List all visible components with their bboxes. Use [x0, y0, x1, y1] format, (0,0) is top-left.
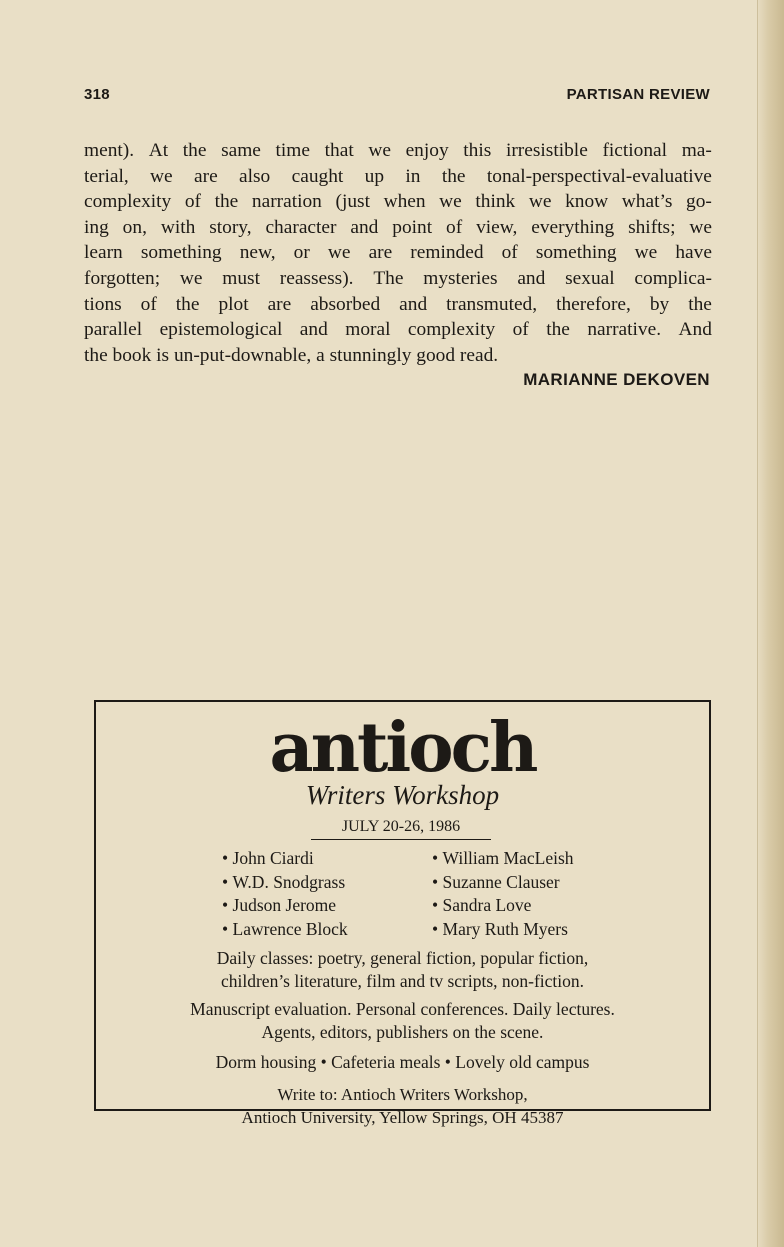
page-number: 318	[84, 86, 110, 103]
page-edge	[757, 0, 784, 1247]
ad-logo: antioch	[269, 708, 536, 788]
ad-dates: JULY 20-26, 1986	[311, 818, 491, 840]
faculty-item: • Mary Ruth Myers	[432, 918, 622, 942]
journal-name: PARTISAN REVIEW	[566, 86, 710, 103]
classes-line: children’s literature, film and tv scripts, non-fiction.	[220, 971, 585, 991]
text-line: ing on, with story, character and point of view, everything shifts; we	[84, 216, 712, 238]
faculty-item: • Lawrence Block	[222, 918, 432, 942]
faculty-list	[222, 847, 622, 941]
text-line: learn something new, or we are reminded of something we have	[84, 242, 712, 264]
review-signature: MARIANNE DEKOVEN	[523, 370, 710, 389]
text-line: parallel epistemological and moral complexity of the narrative. And	[84, 319, 712, 341]
text-line: ment). At the same time that we enjoy this irresistible fictional ma-	[84, 140, 712, 161]
faculty-item: • Judson Jerome	[222, 894, 432, 918]
text-line: forgotten; we must reassess). The mysteries and sexual complica-	[84, 267, 712, 289]
services-line: Manuscript evaluation. Personal conferences. Daily lectures.	[190, 999, 615, 1019]
text-line: terial, we are also caught up in the tonal-perspectival-evaluative	[84, 165, 712, 187]
faculty-item: • W.D. Snodgrass	[222, 871, 432, 895]
ad-subtitle: Writers Workshop	[305, 780, 500, 810]
running-head	[84, 86, 710, 106]
contact-line: Antioch University, Yellow Springs, OH 45387	[241, 1108, 564, 1127]
faculty-item: • Sandra Love	[432, 894, 622, 918]
review-paragraph	[84, 138, 712, 368]
faculty-item: • William MacLeish	[432, 847, 622, 871]
classes-line: Daily classes: poetry, general fiction, popular fiction,	[216, 948, 589, 968]
services-line: Agents, editors, publishers on the scene.	[261, 1022, 544, 1042]
faculty-item: • Suzanne Clauser	[432, 871, 622, 895]
text-line: the book is un-put-downable, a stunningly good read.	[84, 344, 499, 366]
amenities-line: Dorm housing • Cafeteria meals • Lovely old campus	[215, 1052, 590, 1072]
antioch-advertisement	[94, 700, 711, 1127]
text-line: complexity of the narration (just when we think we know what’s go-	[84, 191, 712, 213]
text-line: tions of the plot are absorbed and transmuted, therefore, by the	[84, 293, 712, 315]
faculty-item: • John Ciardi	[222, 847, 432, 871]
contact-line: Write to: Antioch Writers Workshop,	[277, 1085, 528, 1104]
